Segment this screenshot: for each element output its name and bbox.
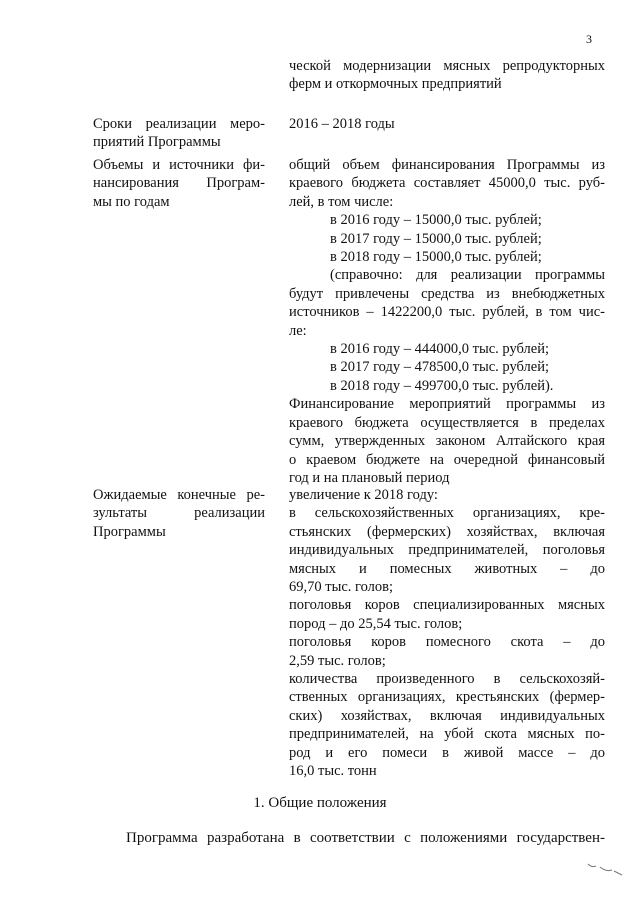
text-line: краевого бюджета осуществляется в пределах [289,414,605,431]
financing-label [93,156,265,211]
text-line: количества произведенного в сельскохозяй- [289,671,605,688]
text-line: общий объем финансирования Программы из [289,157,605,173]
text-line: ственных организациях, крестьянских (фермер- [289,689,605,706]
label-line: мы по годам [93,193,170,210]
text-line: Финансирование мероприятий программы из [289,396,605,413]
label-line: нансирования Програм- [93,175,265,192]
text-line: 2,59 тыс. голов; [289,652,386,669]
label-line: зультаты реализации [93,505,265,522]
text-line: индивидуальных предпринимателей, поголовья [289,542,605,559]
text-line: в 2016 году – 444000,0 тыс. рублей; [330,341,550,358]
text-line: род и его помеси в живой массе – до [289,744,605,761]
text-line: 69,70 тыс. голов; [289,579,394,596]
text-line: год и на плановый период [289,469,450,486]
text-line: ферм и откормочных предприятий [289,76,502,93]
text-line: пород – до 25,54 тыс. голов; [289,615,463,632]
financing-value [289,156,605,487]
pen-mark [586,858,626,878]
text-line: будут привлечены средства из внебюджетных [289,285,605,302]
label-line: Объемы и источники фи- [93,157,265,173]
text-line: поголовья коров специализированных мясных [289,597,605,614]
text-line: лей, в том числе: [289,193,394,210]
page-number: 3 [586,32,592,46]
text-line: ле: [289,322,307,339]
text-line: 2016 – 2018 годы [289,116,395,132]
text-line: в 2018 году – 15000,0 тыс. рублей; [330,249,542,266]
text-line: источников – 1422200,0 тыс. рублей, в том чис- [289,304,605,321]
text-line: мясных и помесных животных – до [289,560,605,577]
expected-results-value [289,486,605,781]
label-line: Сроки реализации меро- [93,116,265,132]
text-line: ческой модернизации мясных репродукторных [289,58,605,74]
text-line: краевого бюджета составляет 45000,0 тыс. руб- [289,175,605,192]
text-line: в сельскохозяйственных организациях, кре- [289,505,605,522]
implementation-terms-label [93,115,265,152]
expected-results-label [93,486,265,541]
section-heading: 1. Общие положения [253,795,387,811]
text-line: ских) хозяйствах, включая индивидуальных [289,707,605,724]
text-line: о краевом бюджете на очередной финансовый [289,451,605,468]
label-line: Программы [93,523,166,540]
text-line: в 2017 году – 15000,0 тыс. рублей; [330,230,542,247]
text-line: в 2018 году – 499700,0 тыс. рублей). [330,377,554,394]
text-line: в 2017 году – 478500,0 тыс. рублей; [330,359,550,376]
text-line: предпринимателей, на убой скота мясных по- [289,726,605,743]
body-paragraph: Программа разработана в соответствии с положениями государствен- [126,830,605,846]
text-line: сумм, утвержденных законом Алтайского края [289,433,605,450]
objectives-continuation [289,57,605,94]
text-line: поголовья коров помесного скота – до [289,634,605,651]
label-line: приятий Программы [93,134,221,151]
text-line: стьянских (фермерских) хозяйствах, включая [289,523,605,540]
text-line: в 2016 году – 15000,0 тыс. рублей; [330,212,542,229]
implementation-terms-value [289,115,605,133]
label-line: Ожидаемые конечные ре- [93,487,265,503]
text-line: (справочно: для реализации программы [330,267,605,284]
text-line: 16,0 тыс. тонн [289,763,377,780]
text-line: увеличение к 2018 году: [289,487,438,503]
